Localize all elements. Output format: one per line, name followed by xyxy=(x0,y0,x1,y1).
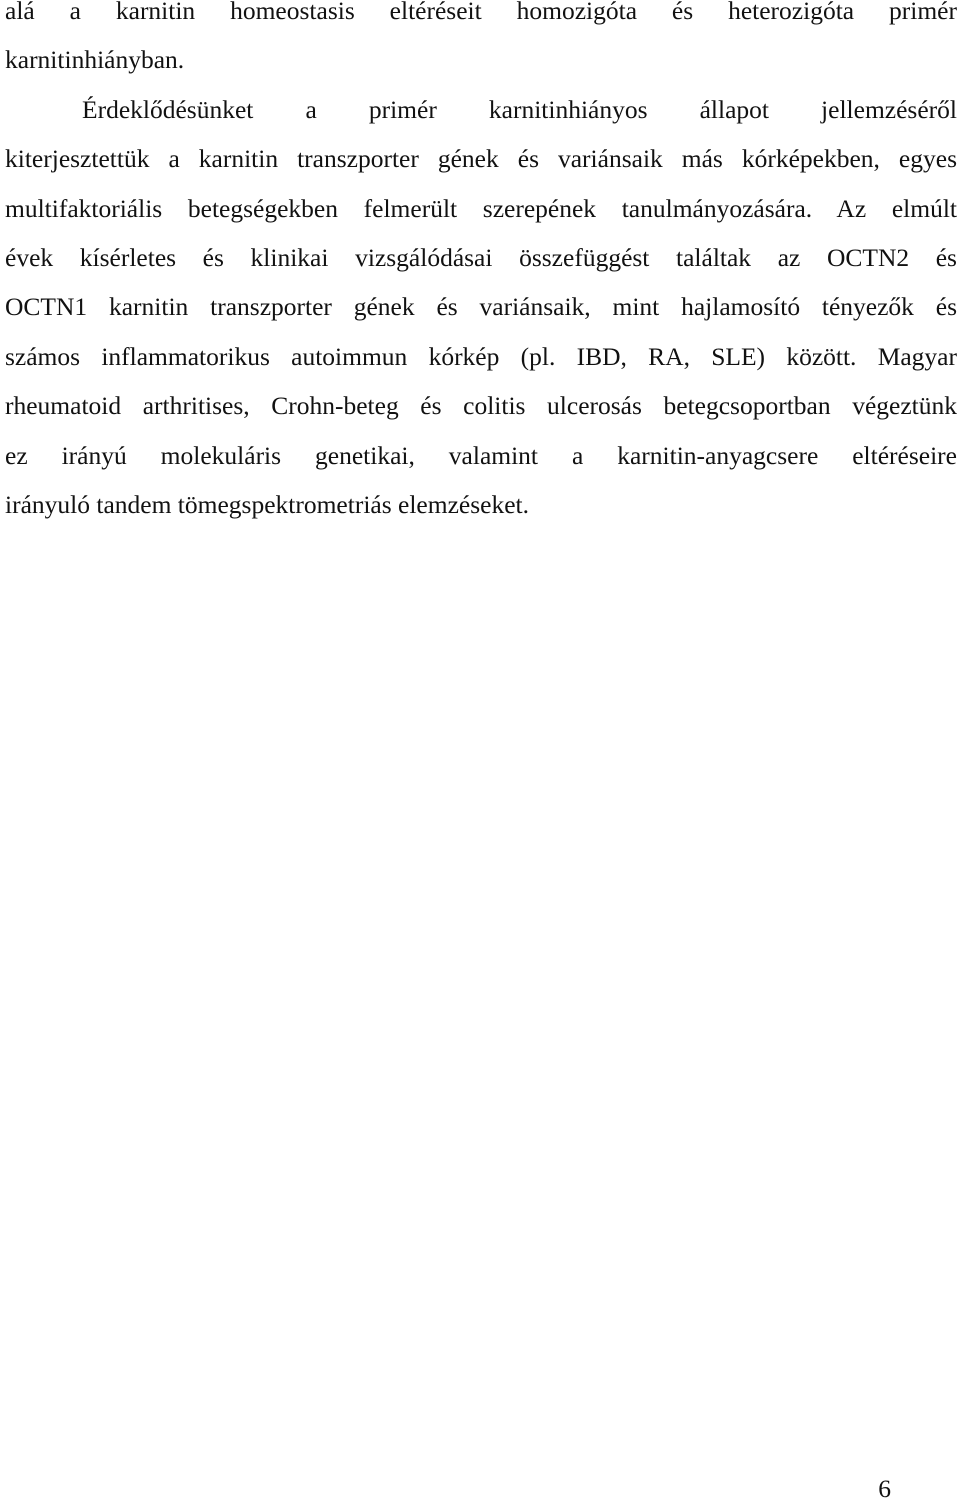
paragraph-first-line: Érdeklődésünket a primér karnitinhiányos állapot jellemzéséről xyxy=(82,94,957,124)
page-number: 6 xyxy=(878,1474,891,1503)
text-line: kiterjesztettük a karnitin transzporter gének és variánsaik más kórképekben, egyes xyxy=(5,144,957,174)
text-line: karnitinhiányban. xyxy=(5,45,185,75)
text-line: alá a karnitin homeostasis eltéréseit homozigóta és heterozigóta primér xyxy=(5,0,957,25)
text-line: számos inflammatorikus autoimmun kórkép (pl. IBD, RA, SLE) között. Magyar xyxy=(5,341,957,371)
text-line: multifaktoriális betegségekben felmerült szerepének tanulmányozására. Az elmúlt xyxy=(5,193,957,223)
text-line: OCTN1 karnitin transzporter gének és variánsaik, mint hajlamosító tényezők és xyxy=(5,292,957,322)
body-text xyxy=(5,0,957,529)
text-line: rheumatoid arthritises, Crohn-beteg és colitis ulcerosás betegcsoportban végeztünk xyxy=(5,391,957,421)
text-line: irányuló tandem tömegspektrometriás elemzéseket. xyxy=(5,489,529,519)
text-line: évek kísérletes és klinikai vizsgálódásai összefüggést találtak az OCTN2 és xyxy=(5,242,957,272)
text-line: ez irányú molekuláris genetikai, valamint a karnitin-anyagcsere eltéréseire xyxy=(5,440,957,470)
